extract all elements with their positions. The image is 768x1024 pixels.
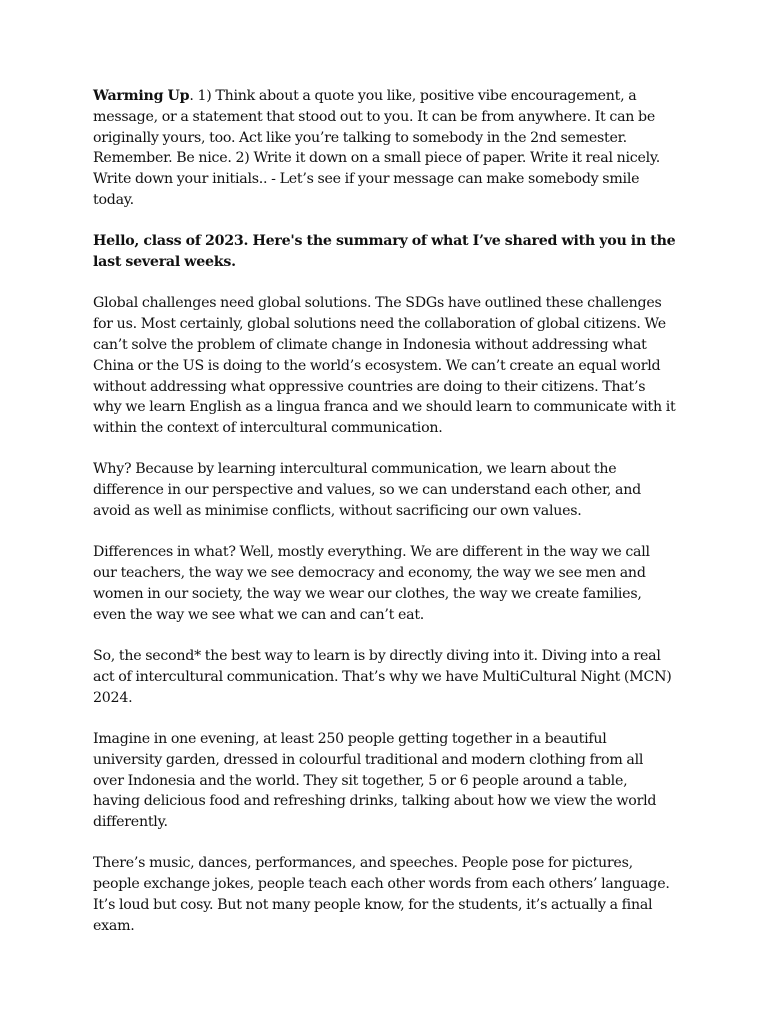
body-paragraph-learning: So, the second* the best way to learn is by directly diving into it. Diving into a real act of intercultural communication. That’s why we have MultiCultural Night (MCN) 2024. [93,648,672,706]
body-paragraph-why: Why? Because by learning intercultural communication, we learn about the difference in our perspective and values, so we can understand each other, and avoid as well as minimise conflicts, without sacrificing our own values. [93,461,641,520]
greeting-paragraph: Hello, class of 2023. Here's the summary of what I’ve shared with you in the last several weeks. [93,233,676,271]
body-paragraph-global-challenges: Global challenges need global solutions. The SDGs have outlined these challenges for us. Most certainly, global solutions need the collaboration of global citizens. We can’t solve the problem of climate change in Indonesia without addressing what China or the US is doing to the world’s ecosystem. We can’t create an equal world without addressing what oppressive countries are doing to their citizens. That’s why we learn English as a lingua franca and we should learn to communicate with it within the context of intercultural communication. [93,295,676,437]
document-body [93,86,676,957]
warmup-text: . 1) Think about a quote you like, positive vibe encouragement, a message, or a statement that stood out to you. It can be from anywhere. It can be originally yours, too. Act like you’re talking to somebody in the 2nd semester. Remember. Be nice. 2) Write it down on a small piece of paper. Write it real nicely. Write down your initials.. - Let’s see if your message can make somebody smile today. [93,88,661,208]
warmup-lead: Warming Up [93,88,190,104]
body-paragraph-imagine: Imagine in one evening, at least 250 people getting together in a beautiful university garden, dressed in colourful traditional and modern clothing from all over Indonesia and the world. They sit together, 5 or 6 people around a table, having delicious food and refreshing drinks, talking about how we view the world differently. [93,730,657,831]
body-paragraph-differences: Differences in what? Well, mostly everything. We are different in the way we call our teachers, the way we see democracy and economy, the way we see men and women in our society, the way we wear our clothes, the way we create families, even the way we see what we can and can’t eat. [93,544,650,623]
warmup-paragraph [93,86,676,211]
body-paragraph-music: There’s music, dances, performances, and speeches. People pose for pictures, people exchange jokes, people teach each other words from each others’ language. It’s loud but cosy. But not many people know, for the students, it’s actually a final exam. [93,855,670,934]
